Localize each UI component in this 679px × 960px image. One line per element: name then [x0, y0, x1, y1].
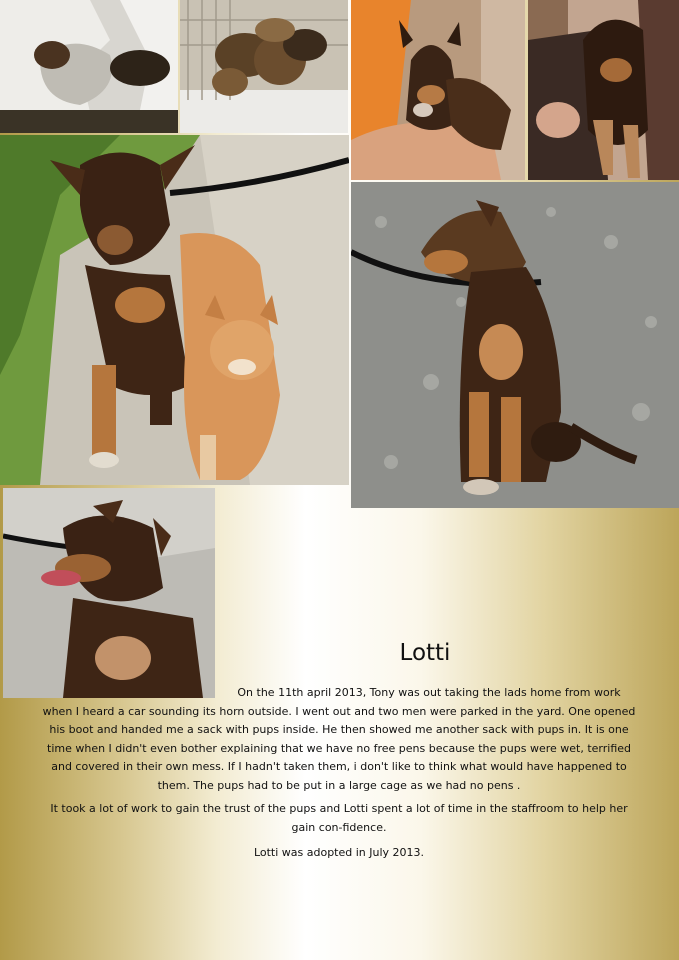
photo-dog-tongue-out [3, 488, 215, 698]
photo-pups-in-cage [180, 0, 348, 133]
photo-pups-in-sack [0, 0, 178, 133]
photo-puppy-held-2 [528, 0, 679, 180]
story-paragraph-trust: It took a lot of work to gain the trust of the pups and Lotti spent a lot of time in the staffroom to help her gain con-fidence. [50, 802, 628, 834]
photo-dog-sitting [351, 182, 679, 508]
story-title: Lotti [399, 640, 451, 666]
story-paragraph-adopted: Lotti was adopted in July 2013. [253, 846, 425, 859]
photo-puppy-held [351, 0, 525, 180]
story-paragraph-rescue: On the 11th april 2013, Tony was out taking the lads home from work when I heard a car sounding its horn outside. I went out and two men were parked in the yard. One opened his boot and handed me a sack with pups inside. He then showed me another sack with pups in. It is one time when I didn't even bother explaining that we have no free pens because the pups were wet, terrified and covered in their own mess. If I hadn't taken them, i don't like to think what would have happened to them. The pups had to be put in a large cage as we had no pens . [42, 686, 636, 792]
photo-dog-with-cat [0, 135, 349, 485]
